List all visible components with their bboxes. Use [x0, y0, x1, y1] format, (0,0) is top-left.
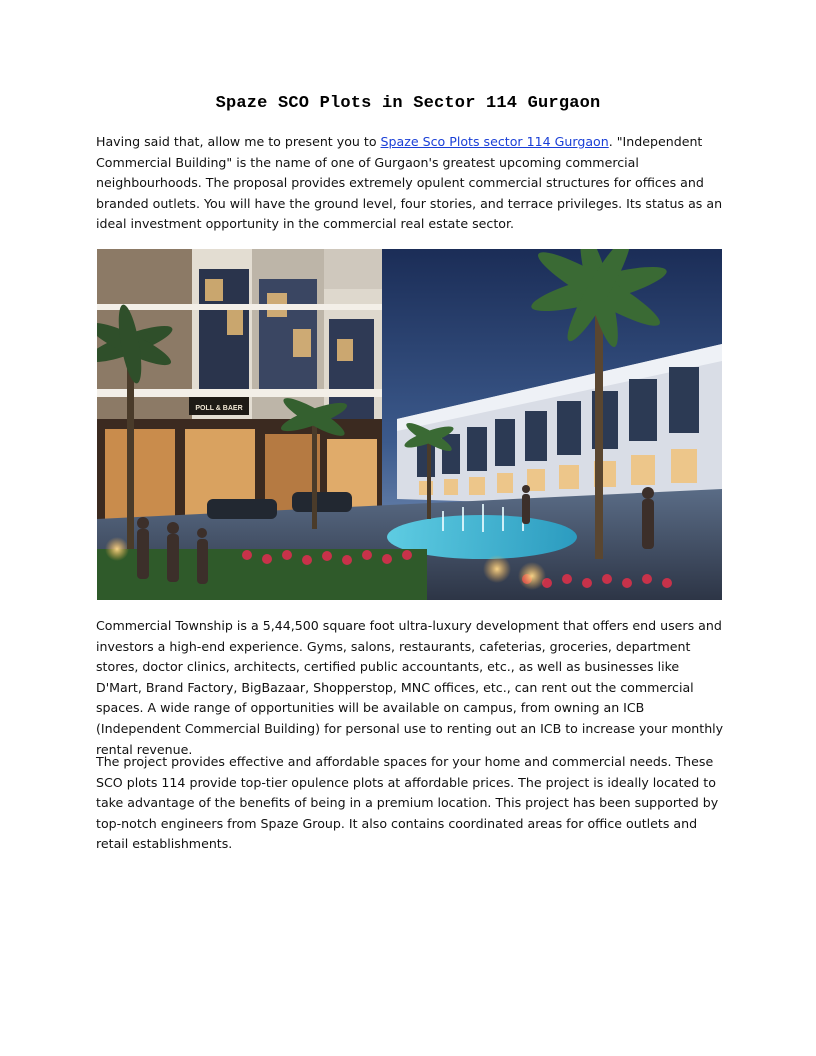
intro-text-before-link: Having said that, allow me to present you to: [96, 134, 381, 149]
spaze-sco-plots-link[interactable]: Spaze Sco Plots sector 114 Gurgaon: [380, 134, 609, 149]
left-building: [97, 249, 382, 529]
township-paragraph: Commercial Township is a 5,44,500 square foot ultra-luxury development that offers end users and investors a high-end experience. Gyms, salons, restaurants, cafeterias, groceries, department stores, doctor clinics, architects, certified public accountants, etc., as well as businesses like D'Mart, Brand Factory, BigBazaar, Shopperstop, MNC offices, etc., can rent out the commercial spaces. A wide range of opportunities will be available on campus, from owning an ICB (Independent Commercial Building) for personal use to renting out an ICB to increase your monthly rental revenue.: [96, 618, 724, 757]
intro-paragraph: [96, 132, 724, 235]
intro-text-after-link: . "Independent Commercial Building" is the name of one of Gurgaon's greatest upcoming commercial neighbourhoods. The proposal provides extremely opulent commercial structures for offices and branded outlets. You will have the ground level, four stories, and terrace privileges. Its status as an ideal investment opportunity in the commercial real estate sector.: [96, 134, 723, 232]
page-title: Spaze SCO Plots in Sector 114 Gurgaon: [215, 94, 601, 113]
store-sign-text: POLL & BAER: [195, 405, 243, 412]
project-paragraph: The project provides effective and affordable spaces for your home and commercial needs. These SCO plots 114 provide top-tier opulence plots at affordable prices. The project is ideally located to take advantage of the benefits of being in a premium location. This project has been supported by top-notch engineers from Spaze Group. It also contains coordinated areas for office outlets and retail establishments.: [96, 754, 719, 852]
project-rendering-image: [97, 249, 722, 600]
